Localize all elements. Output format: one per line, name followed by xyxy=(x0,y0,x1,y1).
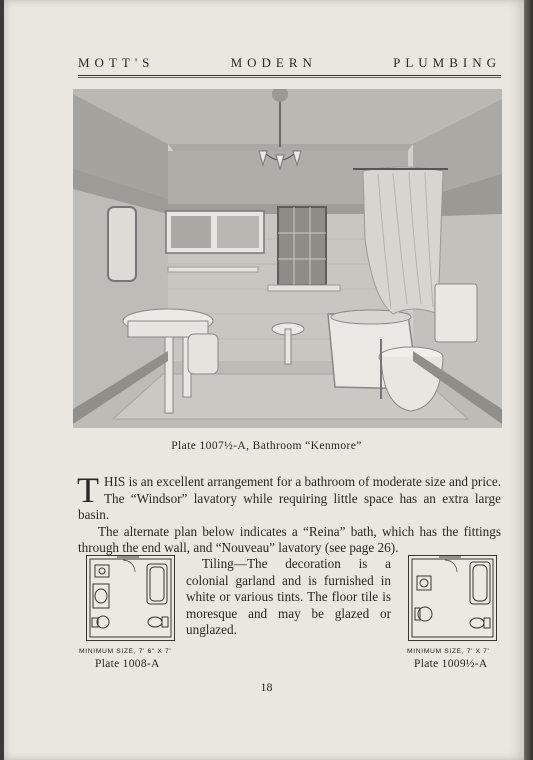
body-text xyxy=(77,470,501,557)
tiling-paragraph: Tiling—The decoration is a colonial garland and is furnished in white or various tints. The floor tile is moresque and may be glazed or unglazed. xyxy=(186,556,391,638)
floor-plan-left xyxy=(86,555,175,641)
bathroom-photograph xyxy=(73,89,502,428)
running-head-word: MODERN xyxy=(230,55,317,70)
header-rule-thin xyxy=(78,77,501,78)
running-head-word: MOTT'S xyxy=(78,55,155,70)
min-size-left: MINIMUM SIZE, 7' 6" X 7' xyxy=(79,648,172,655)
plate-label-left: Plate 1008-A xyxy=(95,658,160,670)
paragraph-2: The alternate plan below indicates a “Reina” bath, which has the fittings through the end wall, and “Nouveau” lavatory (see page 26). xyxy=(78,523,501,555)
plate-label-right: Plate 1009½-A xyxy=(414,658,488,670)
running-head xyxy=(78,55,501,71)
running-head-word: PLUMBING xyxy=(393,55,501,70)
book-spine xyxy=(524,0,533,760)
paragraph-1-text: HIS is an excellent arrangement for a bathroom of moderate size and price. The “Windsor” lavatory while requiring little space has an extra large basin. xyxy=(78,474,501,522)
min-size-right: MINIMUM SIZE, 7' X 7' xyxy=(407,648,490,655)
drop-cap: T xyxy=(77,470,99,510)
header-rule xyxy=(78,75,501,76)
floor-plan-right xyxy=(408,555,497,641)
figure-caption: Plate 1007½-A, Bathroom “Kenmore” xyxy=(171,440,362,452)
paragraph-1 xyxy=(77,470,501,524)
page-number: 18 xyxy=(260,680,273,694)
